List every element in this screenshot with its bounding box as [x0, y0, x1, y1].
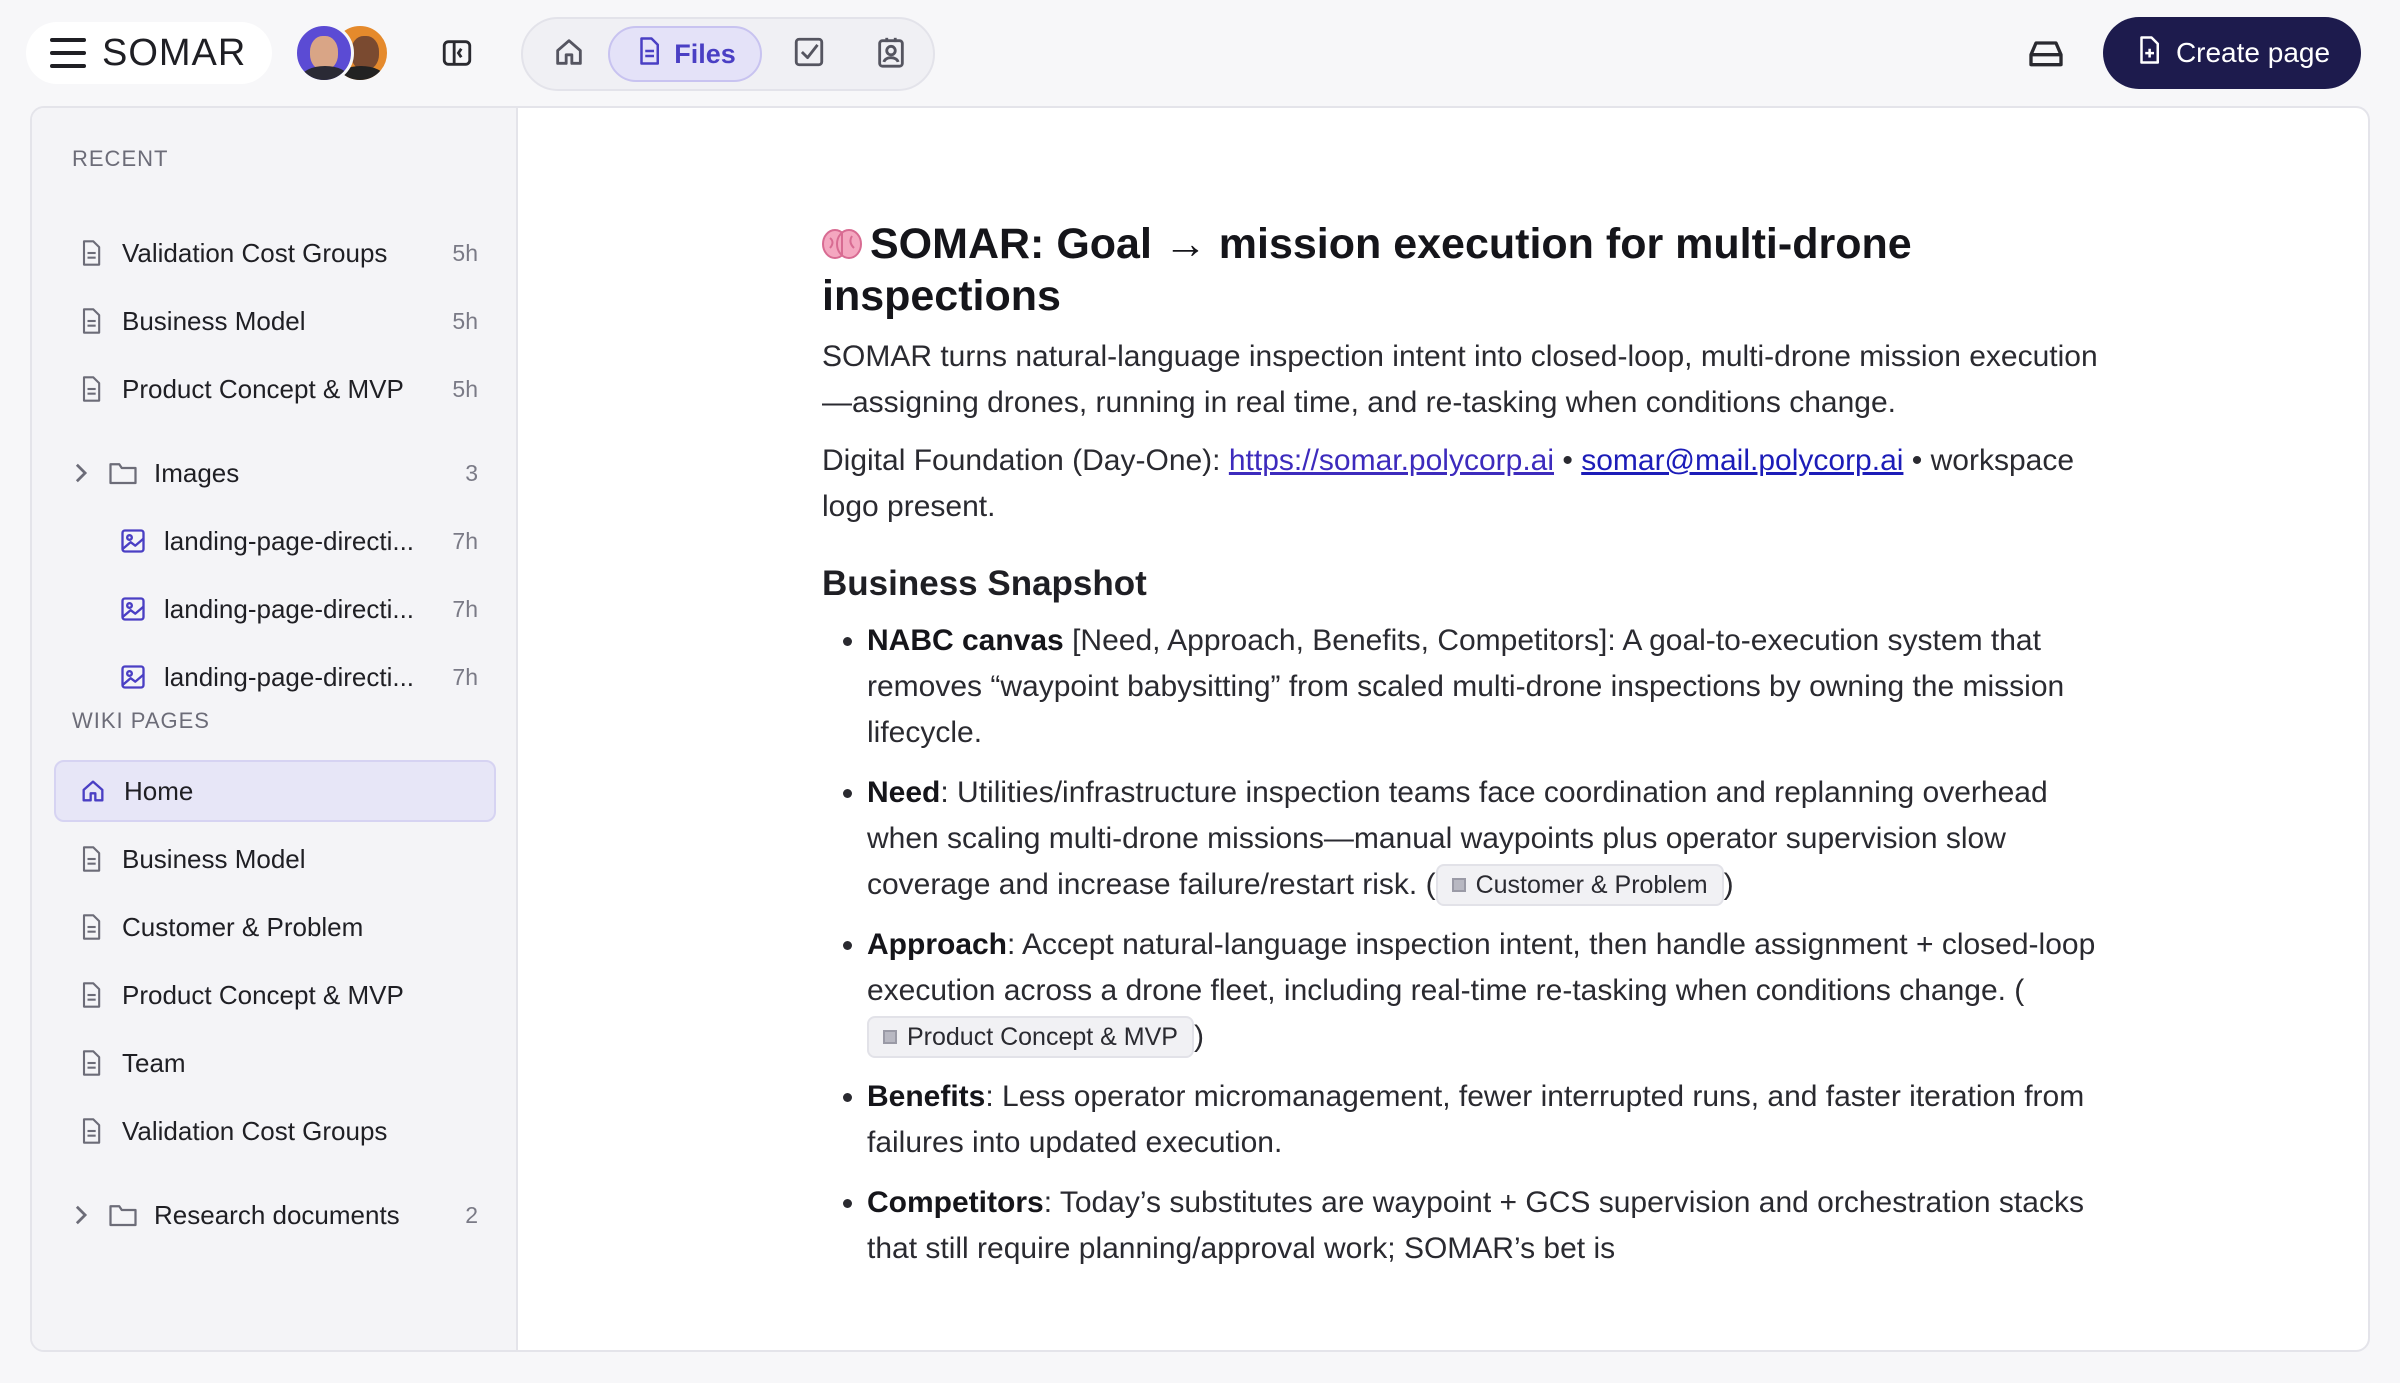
list-item[interactable]: [867, 770, 2102, 908]
page-icon: [883, 1030, 897, 1044]
wiki-item-label: Product Concept & MVP: [122, 979, 404, 1010]
image-icon: [118, 594, 148, 624]
wiki-pages-heading: WIKI PAGES: [72, 708, 210, 733]
list-item[interactable]: [867, 1074, 2102, 1166]
chip-label: Product Concept & MVP: [907, 1023, 1178, 1051]
wiki-item-home[interactable]: [54, 760, 496, 822]
brain-icon: [822, 222, 862, 258]
workspace-frame: [30, 106, 2370, 1352]
foundation-suffix: • workspace logo present.: [822, 444, 2075, 523]
folder-count: 3: [465, 459, 478, 486]
recent-item-age: 5h: [452, 375, 478, 402]
wiki-item-label: Customer & Problem: [122, 911, 364, 942]
email-link[interactable]: somar@mail.polycorp.ai: [1581, 444, 1904, 477]
recent-item-label: Product Concept & MVP: [122, 373, 404, 404]
home-icon: [78, 776, 108, 806]
image-icon: [118, 662, 148, 692]
folder-icon: [108, 1200, 138, 1230]
wiki-item[interactable]: [54, 1032, 496, 1094]
list-item-term: NABC canvas: [867, 624, 1064, 657]
wiki-item[interactable]: [54, 964, 496, 1026]
list-item-text: [Need, Approach, Benefits, Competitors]: A goal-to-execution system that removes “waypoint babysitting” from scaled multi-drone inspections by owning the mission lifecycle.: [867, 624, 2065, 749]
folder-count: 2: [465, 1201, 478, 1228]
document-icon: [76, 980, 106, 1010]
list-item[interactable]: [867, 618, 2102, 756]
page-link-chip[interactable]: [1436, 864, 1724, 906]
sidebar-toggle-icon[interactable]: [440, 36, 474, 70]
document-icon: [76, 1048, 106, 1078]
new-file-icon: [2134, 35, 2164, 72]
intro-paragraph[interactable]: SOMAR turns natural-language inspection intent into closed-loop, multi-drone mission execution—assigning drones, running in real time, and re-tasking when conditions change.: [822, 340, 2098, 419]
recent-item[interactable]: [54, 222, 496, 284]
hamburger-icon[interactable]: [50, 38, 86, 68]
folder-label: Research documents: [154, 1199, 400, 1230]
wiki-item-label: Business Model: [122, 843, 306, 874]
document-icon: [76, 844, 106, 874]
page-link-chip[interactable]: [867, 1016, 1194, 1058]
image-file-age: 7h: [452, 663, 478, 690]
brand-menu[interactable]: [26, 22, 272, 84]
wiki-item-label: Team: [122, 1047, 186, 1078]
recent-item[interactable]: [54, 290, 496, 352]
list-item-close: ): [1723, 868, 1734, 901]
list-item-term: Approach: [867, 928, 1008, 961]
brand-name: SOMAR: [102, 31, 247, 74]
list-item-text: : Today’s substitutes are waypoint + GCS supervision and orchestration stacks that still require planning/approval work; SOMAR’s bet is: [867, 1186, 2084, 1265]
image-file-label: landing-page-directi...: [164, 661, 415, 692]
main-nav: [521, 17, 935, 91]
document-icon: [76, 374, 106, 404]
folder-research-documents[interactable]: [54, 1184, 496, 1246]
page-title[interactable]: [822, 218, 2102, 322]
recent-item-label: Business Model: [122, 305, 306, 336]
wiki-item-label: Validation Cost Groups: [122, 1115, 388, 1146]
recent-item[interactable]: [54, 358, 496, 420]
wiki-item[interactable]: [54, 1100, 496, 1162]
list-item[interactable]: [867, 1180, 2102, 1272]
folder-icon: [108, 458, 138, 488]
contact-card-icon: [874, 35, 908, 74]
folder-images[interactable]: [54, 442, 496, 504]
document-icon: [76, 912, 106, 942]
list-item-text: : Accept natural-language inspection intent, then handle assignment + closed-loop execution across a drone fleet, including real-time re-tasking when conditions change. (: [867, 928, 2096, 1007]
business-snapshot-heading[interactable]: Business Snapshot: [822, 564, 1147, 603]
home-icon: [552, 35, 586, 74]
website-link[interactable]: https://somar.polycorp.ai: [1228, 444, 1555, 477]
avatar[interactable]: [294, 23, 354, 83]
recent-heading: RECENT: [72, 146, 169, 171]
top-bar: [0, 0, 2400, 106]
create-page-label: Create page: [2175, 37, 2331, 68]
checkbox-icon: [792, 35, 826, 74]
list-item-term: Competitors: [867, 1186, 1044, 1219]
document-icon: [76, 306, 106, 336]
chevron-right-icon[interactable]: [72, 1204, 92, 1226]
recent-item-age: 5h: [452, 307, 478, 334]
list-item-text: : Less operator micromanagement, fewer interrupted runs, and faster iteration from failures into updated execution.: [867, 1080, 2085, 1159]
list-item-term: Need: [867, 776, 941, 809]
nav-files-label: Files: [674, 38, 736, 69]
wiki-item[interactable]: [54, 828, 496, 890]
image-icon: [118, 526, 148, 556]
image-file-item[interactable]: [54, 510, 496, 572]
image-file-item[interactable]: [54, 646, 496, 708]
create-page-button[interactable]: [2103, 17, 2361, 89]
recent-item-label: Validation Cost Groups: [122, 237, 388, 268]
image-file-age: 7h: [452, 595, 478, 622]
image-file-item[interactable]: [54, 578, 496, 640]
nav-tasks-button[interactable]: [775, 26, 843, 82]
file-icon: [634, 36, 664, 73]
nav-files-button[interactable]: [608, 26, 762, 82]
chevron-right-icon[interactable]: [72, 462, 92, 484]
nav-contacts-button[interactable]: [857, 26, 925, 82]
recent-item-age: 5h: [452, 239, 478, 266]
inbox-icon[interactable]: [2026, 33, 2066, 73]
list-item[interactable]: [867, 922, 2102, 1060]
chip-label: Customer & Problem: [1475, 871, 1708, 899]
nav-home-button[interactable]: [535, 26, 603, 82]
snapshot-list: [822, 618, 2102, 1272]
list-item-text: : Utilities/infrastructure inspection teams face coordination and replanning overhead when scaling multi-drone missions—manual waypoints plus operator supervision slow coverage and increase failure/restart risk. (: [867, 776, 2048, 901]
foundation-paragraph[interactable]: [822, 438, 2102, 530]
separator: •: [1554, 444, 1582, 477]
image-file-label: landing-page-directi...: [164, 593, 415, 624]
wiki-item-label: Home: [124, 775, 194, 806]
page-title-text: SOMAR: Goal → mission execution for multi-drone inspections: [822, 220, 1912, 320]
sidebar: [32, 108, 518, 1350]
image-file-age: 7h: [452, 527, 478, 554]
folder-label: Images: [154, 457, 240, 488]
document-icon: [76, 238, 106, 268]
wiki-item[interactable]: [54, 896, 496, 958]
document-icon: [76, 1116, 106, 1146]
image-file-label: landing-page-directi...: [164, 525, 415, 556]
list-item-term: Benefits: [867, 1080, 986, 1113]
collaborator-avatars[interactable]: [294, 23, 390, 83]
document-body: [822, 218, 2102, 1286]
list-item-close: ): [1193, 1020, 1204, 1053]
page-icon: [1452, 878, 1466, 892]
foundation-prefix: Digital Foundation (Day-One):: [822, 444, 1229, 477]
